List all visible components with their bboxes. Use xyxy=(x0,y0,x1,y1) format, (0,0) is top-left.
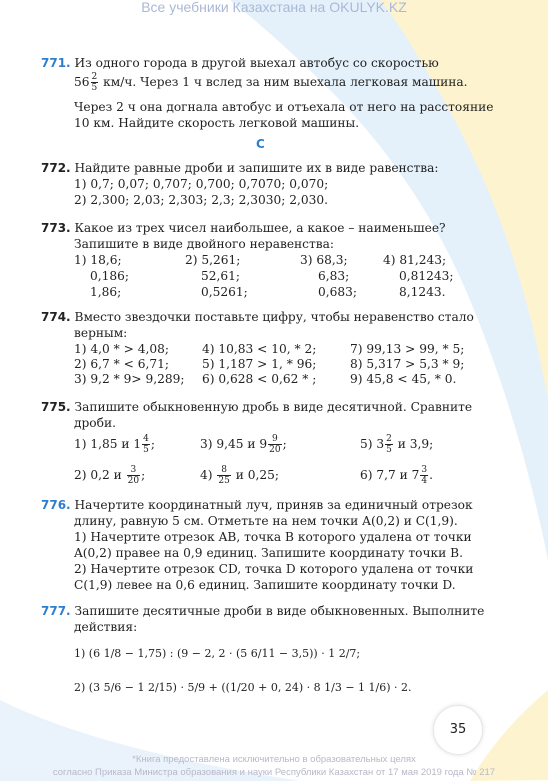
page-number: 35 xyxy=(433,705,483,755)
problem-773-line1: 773. Какое из трех чисел наибольшее, а какое – наименьшее? xyxy=(41,221,446,235)
problem-number: 772. xyxy=(41,161,71,175)
list-item: 9) 45,8 < 45, * 0. xyxy=(350,372,457,386)
expression-2: 2) (3 5/6 − 1 2/15) · 5/9 + ((1/20 + 0, 24) · 8 1/3 − 1 1/6) · 2. xyxy=(74,681,412,694)
problem-771-line2: 56 $\frac{2}{5}$ км/ч. Через 1 ч вслед за ним выехала легковая машина. xyxy=(74,72,468,93)
list-item: 52,61; xyxy=(201,269,240,283)
footer-line2: согласно Приказа Министра образования и науки Республики Казахстан от 17 мая 2019 года № 217 xyxy=(52,767,496,778)
list-item: 0,186; xyxy=(90,269,129,283)
problem-771-line3: Через 2 ч она догнала автобус и отъехала от него на расстояние xyxy=(74,100,494,114)
list-item: 4) $\frac{8}{25}$ и 0,25; xyxy=(200,465,279,486)
problem-776-line4: A(0,2) правее на 0,9 единиц. Запишите координату точки B. xyxy=(74,546,463,560)
problem-776-line6: C(1,9) левее на 0,6 единиц. Запишите координату точки D. xyxy=(74,578,456,592)
list-item: 4) 81,243; xyxy=(383,253,447,267)
problem-776-line1: 776. Начертите координатный луч, приняв за единичный отрезок xyxy=(41,498,473,512)
list-item: 1,86; xyxy=(90,285,122,299)
list-item: 4) 10,83 < 10, * 2; xyxy=(202,342,317,356)
problem-776-line5: 2) Начертите отрезок CD, точка D которого удалена от точки xyxy=(74,562,474,576)
list-item: 3) 68,3; xyxy=(300,253,348,267)
section-label: С xyxy=(256,137,265,151)
problem-number: 776. xyxy=(41,498,71,512)
list-item: 1) 4,0 * > 4,08; xyxy=(74,342,169,356)
footer-line1: *Книга предоставлена исключительно в образовательных целях xyxy=(132,754,416,765)
list-item: 8,1243. xyxy=(399,285,446,299)
list-item: 3) 9,45 и 9 $\frac{9}{20}$ ; xyxy=(200,434,287,455)
problem-776-line3: 1) Начертите отрезок AB, точка B которого удалена от точки xyxy=(74,530,472,544)
problem-775-line1: 775. Запишите обыкновенную дробь в виде десятичной. Сравните xyxy=(41,400,473,414)
list-item: 6,83; xyxy=(318,269,350,283)
problem-number: 773. xyxy=(41,221,71,235)
problem-number: 771. xyxy=(41,56,71,70)
list-item: 6) 7,7 и 7 $\frac{3}{4}$ . xyxy=(360,465,433,486)
list-item: 2) 0,2 и $\frac{3}{20}$ ; xyxy=(74,465,146,486)
expression-1: 1) (6 1/8 − 1,75) : (9 − 2, 2 · (5 6/11 − 3,5)) · 1 2/7; xyxy=(74,647,361,660)
problem-777-line1: 777. Запишите десятичные дроби в виде обыкновенных. Выполните xyxy=(41,604,485,618)
list-item: 5) 1,187 > 1, * 96; xyxy=(202,357,317,371)
problem-776-line2: длину, равную 5 см. Отметьте на нем точки A(0,2) и C(1,9). xyxy=(74,514,458,528)
list-item: 2) 6,7 * < 6,71; xyxy=(74,357,169,371)
list-item: 1) 18,6; xyxy=(74,253,122,267)
list-item: 3) 9,2 * 9> 9,289; xyxy=(74,372,185,386)
problem-772-line2: 1) 0,7; 0,07; 0,707; 0,700; 0,7070; 0,070; xyxy=(74,177,329,191)
list-item: 5) 3 $\frac{2}{5}$ и 3,9; xyxy=(360,434,434,455)
problem-775-line2: дроби. xyxy=(74,416,116,430)
list-item: 0,81243; xyxy=(399,269,454,283)
list-item: 0,5261; xyxy=(201,285,248,299)
list-item: 1) 1,85 и 1 $\frac{4}{5}$ ; xyxy=(74,434,155,455)
problem-number: 775. xyxy=(41,400,71,414)
problem-777-line2: действия: xyxy=(74,620,138,634)
problem-774-line1: 774. Вместо звездочки поставьте цифру, чтобы неравенство стало xyxy=(41,310,474,324)
problem-774-line2: верным: xyxy=(74,326,128,340)
problem-771-line1: 771. Из одного города в другой выехал автобус со скоростью xyxy=(41,56,439,70)
watermark: Все учебники Казахстана на OKULYK.KZ xyxy=(141,0,407,15)
problem-number: 777. xyxy=(41,604,71,618)
list-item: 8) 5,317 > 5,3 * 9; xyxy=(350,357,465,371)
list-item: 2) 5,261; xyxy=(185,253,241,267)
problem-772-line3: 2) 2,300; 2,03; 2,303; 2,3; 2,3030; 2,030. xyxy=(74,193,328,207)
list-item: 6) 0,628 < 0,62 * ; xyxy=(202,372,317,386)
fraction: $\frac{2}{5}$ xyxy=(91,72,98,93)
problem-773-line2: Запишите в виде двойного неравенства: xyxy=(74,237,334,251)
problem-771-line4: 10 км. Найдите скорость легковой машины. xyxy=(74,116,360,130)
problem-772-line1: 772. Найдите равные дроби и запишите их в виде равенства: xyxy=(41,161,439,175)
list-item: 0,683; xyxy=(318,285,357,299)
problem-number: 774. xyxy=(41,310,71,324)
list-item: 7) 99,13 > 99, * 5; xyxy=(350,342,465,356)
